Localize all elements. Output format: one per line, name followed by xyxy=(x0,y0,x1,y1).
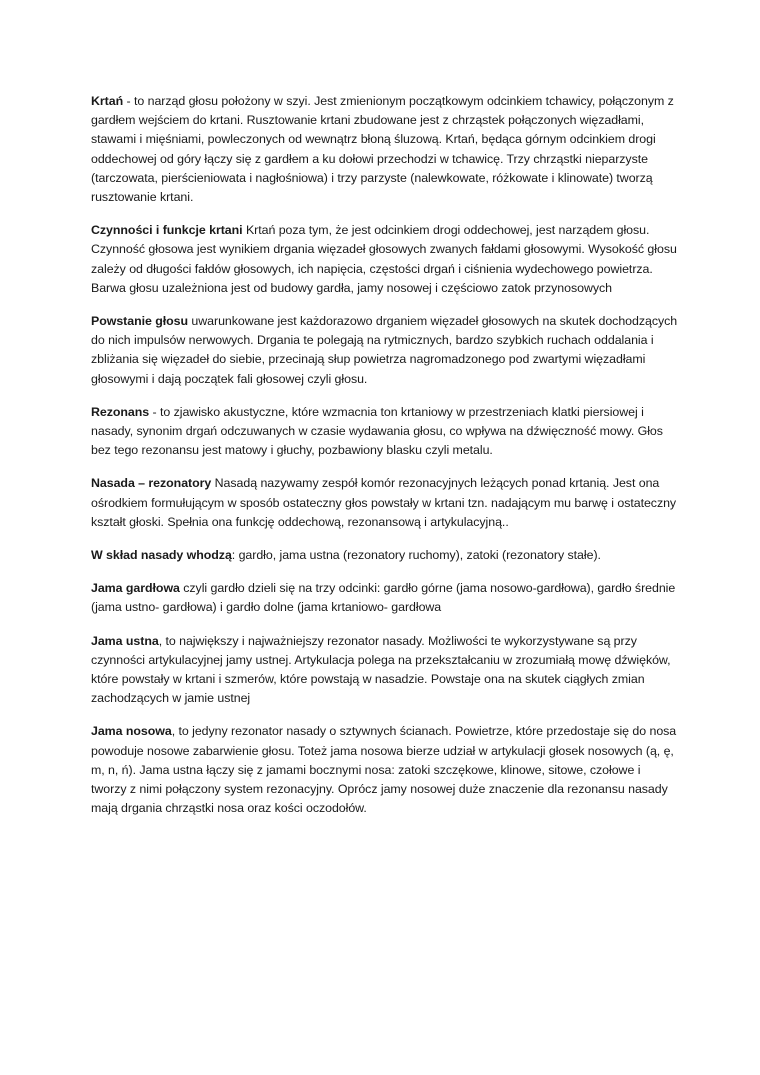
paragraph-text: , to jedyny rezonator nasady o sztywnych ścianach. Powietrze, które przedostaje się do nosa powoduje nosowe zabarwienie głosu. Toteż jama nosowa bierze udział w artykulacji głosek nosowych (ą, ę, m, n, ń). Jama ustna łączy się z jamami bocznymi nosa: zatoki szczękowe, klinowe, sitowe, czołowe i tworzy z nimi połączony system rezonacyjny. Oprócz jamy nosowej duże znaczenie dla rezonansu nasady mają drgania chrząstki nosa oraz kości oczodołów. xyxy=(91,724,677,816)
paragraph-powstanie-glosu xyxy=(91,312,679,389)
paragraph-heading: Jama nosowa xyxy=(91,724,172,739)
paragraph-text: - to narząd głosu położony w szyi. Jest zmienionym początkowym odcinkiem tchawicy, połączonym z gardłem wejściem do krtani. Rusztowanie krtani zbudowane jest z chrząstek połączonych więzadłami, stawami i mięśniami, powleczonych od wewnątrz błoną śluzową. Krtań, będąca górnym odcinkiem drogi oddechowej od góry łączy się z gardłem a ku dołowi przechodzi w tchawicę. Trzy chrząstki nieparzyste (tarczowata, pierścieniowata i nagłośniowa) i trzy parzyste (nalewkowate, różkowate i klinowate) tworzą rusztowanie krtani. xyxy=(91,94,674,205)
paragraph-heading: Czynności i funkcje krtani xyxy=(91,223,243,238)
paragraph-heading: Krtań xyxy=(91,94,124,108)
paragraph-heading: Nasada – rezonatory xyxy=(91,476,212,491)
paragraph-rezonans xyxy=(91,403,679,461)
paragraph-text: Nasadą nazywamy zespół komór rezonacyjnych leżących ponad krtanią. Jest ona ośrodkiem formułującym w sposób ostateczny głos powstały w krtani tzn. nadającym mu barwę i ostateczny kształt głoski. Spełnia ona funkcję oddechową, rezonansową i artykulacyjną.. xyxy=(91,476,677,529)
paragraph-heading: W skład nasady whodzą xyxy=(91,548,232,563)
paragraph-heading: Jama gardłowa xyxy=(91,581,180,596)
paragraph-heading: Powstanie głosu xyxy=(91,314,189,329)
paragraph-czynnosci xyxy=(91,221,679,298)
paragraph-sklad-nasady xyxy=(91,546,679,565)
paragraph-jama-gardlowa xyxy=(91,579,679,617)
paragraph-jama-nosowa xyxy=(91,722,679,818)
paragraph-jama-ustna xyxy=(91,632,679,709)
paragraph-text: uwarunkowane jest każdorazowo drganiem więzadeł głosowych na skutek dochodzących do nich impulsów nerwowych. Drgania te polegają na rytmicznych, bardzo szybkich ruchach oddalania i zbliżania się więzadeł do siebie, przecinają słup powietrza nagromadzonego pod zwartymi więzadłami głosowymi i dają początek fali głosowej czyli głosu. xyxy=(91,314,678,386)
paragraph-heading: Jama ustna xyxy=(91,633,159,648)
paragraph-heading: Rezonans xyxy=(91,404,150,419)
paragraph-nasada xyxy=(91,474,679,532)
document-body xyxy=(91,92,679,833)
paragraph-text: - to zjawisko akustyczne, które wzmacnia ton krtaniowy w przestrzeniach klatki piersiowej i nasady, synonim drgań odczuwanych w czasie wydawania głosu, co wpływa na dźwięczność mowy. Głos bez tego rezonansu jest matowy i głuchy, pozbawiony blasku czyli metalu. xyxy=(91,404,663,458)
paragraph-text: Krtań poza tym, że jest odcinkiem drogi oddechowej, jest narządem głosu. Czynność głosowa jest wynikiem drgania więzadeł głosowych zwanych fałdami głosowymi. Wysokość głosu zależy od długości fałdów głosowych, ich napięcia, częstości drgań i ciśnienia wydechowego powietrza. Barwa głosu uzależniona jest od budowy gardła, jamy nosowej i częściowo zatok przynosowych xyxy=(91,223,677,295)
paragraph-text: : gardło, jama ustna (rezonatory ruchomy), zatoki (rezonatory stałe). xyxy=(231,548,601,563)
paragraph-text: czyli gardło dzieli się na trzy odcinki: gardło górne (jama nosowo-gardłowa), gardło średnie (jama ustno- gardłowa) i gardło dolne (jama krtaniowo- gardłowa xyxy=(91,581,676,615)
paragraph-text: , to największy i najważniejszy rezonator nasady. Możliwości te wykorzystywane są przy czynności artykulacyjnej jamy ustnej. Artykulacja polega na przekształcaniu w zrozumiałą mowę dźwięków, które powstały w krtani i szmerów, które powstają w nasadzie. Powstaje ona na skutek ciągłych zmian zachodzących w jamie ustnej xyxy=(91,633,671,706)
paragraph-krtan xyxy=(91,92,679,207)
